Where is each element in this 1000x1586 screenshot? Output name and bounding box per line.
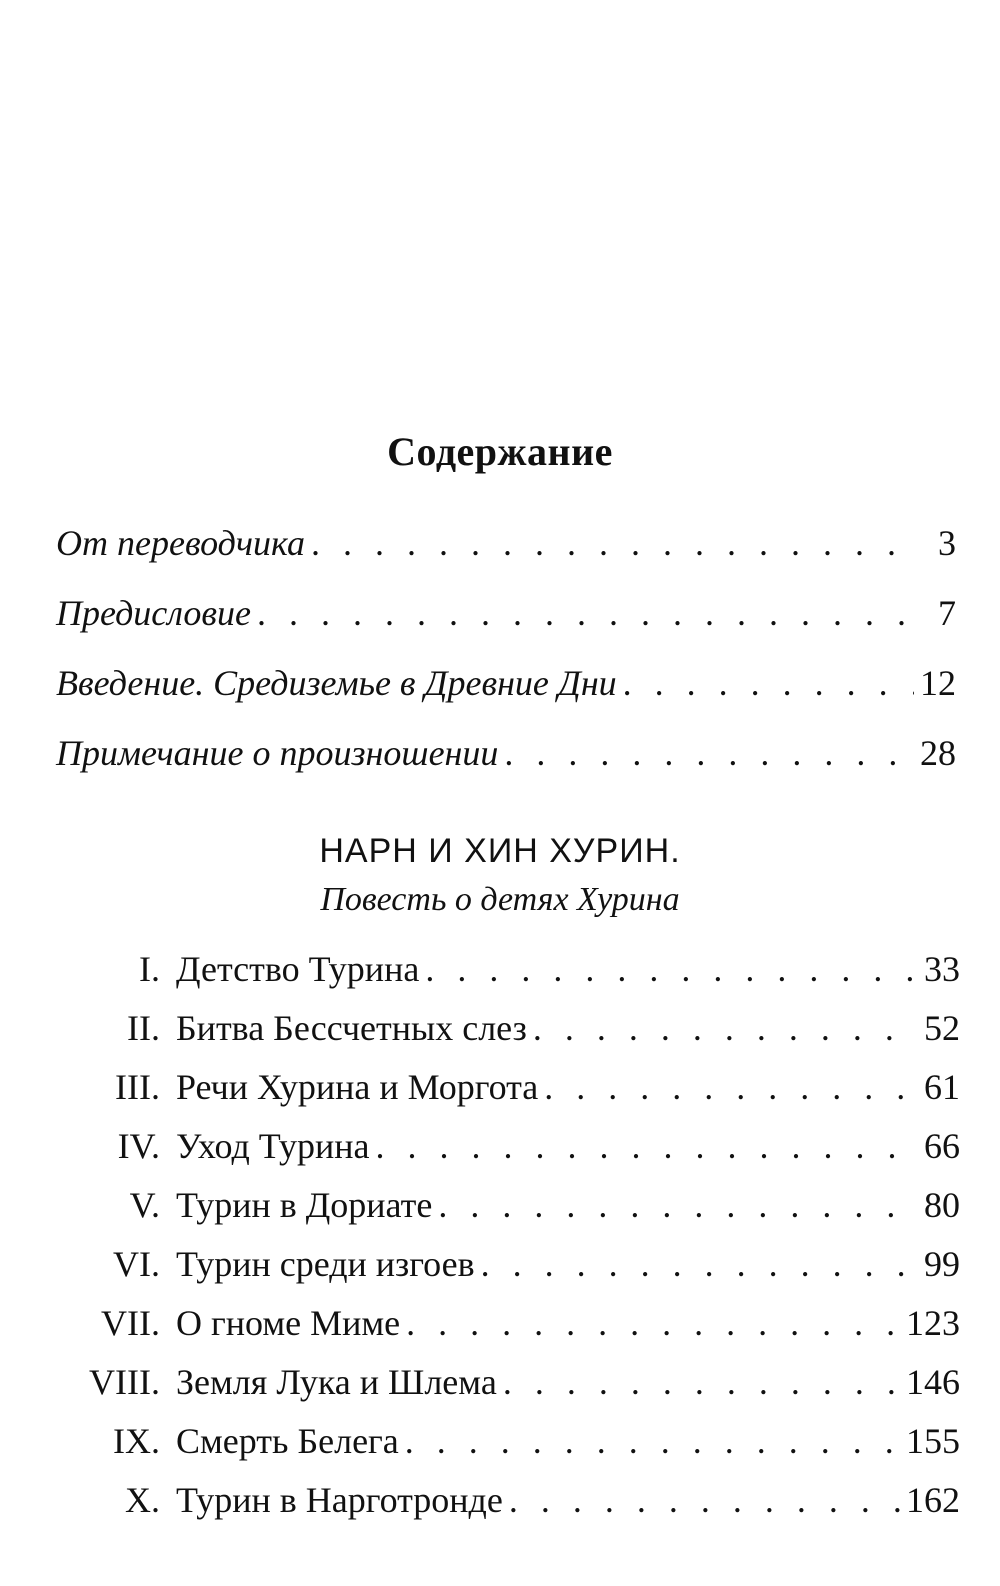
- chapter-title: О гноме Миме: [176, 1303, 401, 1343]
- chapter-number: VII.: [101, 1303, 160, 1343]
- chapter-page-number: 146: [906, 1362, 960, 1402]
- toc-entry-preface: [56, 588, 956, 638]
- chapter-title: Турин в Дориате: [176, 1185, 433, 1225]
- chapter-number: III.: [115, 1067, 160, 1107]
- chapter-number: VI.: [113, 1244, 160, 1284]
- toc-chapter-row: [80, 1180, 960, 1230]
- toc-heading: Содержание: [387, 429, 613, 474]
- chapter-page-number: 61: [924, 1067, 960, 1107]
- dot-leader: [405, 1416, 900, 1466]
- chapter-page-number: 162: [906, 1480, 960, 1520]
- entry-title: От переводчика: [56, 523, 305, 563]
- dot-leader: [376, 1121, 919, 1171]
- chapter-title: Турин в Нарготронде: [176, 1480, 503, 1520]
- toc-chapter-row: [80, 1298, 960, 1348]
- part-subtitle: Повесть о детях Хурина: [320, 881, 680, 918]
- chapter-number: VIII.: [89, 1362, 160, 1402]
- entry-page-number: 3: [938, 523, 956, 563]
- chapter-number: IV.: [117, 1126, 160, 1166]
- chapter-title: Уход Турина: [176, 1126, 370, 1166]
- chapter-number: V.: [129, 1185, 160, 1225]
- entry-page-number: 12: [920, 663, 956, 703]
- dot-leader: [425, 944, 918, 994]
- toc-chapter-row: [80, 1416, 960, 1466]
- chapter-number: X.: [125, 1480, 160, 1520]
- toc-chapter-row: [80, 1475, 960, 1525]
- chapter-page-number: 33: [924, 949, 960, 989]
- chapter-page-number: 66: [924, 1126, 960, 1166]
- dot-leader: [481, 1239, 918, 1289]
- chapter-page-number: 52: [924, 1008, 960, 1048]
- dot-leader: [438, 1180, 918, 1230]
- toc-chapter-row: [80, 1003, 960, 1053]
- dot-leader: [509, 1475, 900, 1525]
- entry-title: Предисловие: [56, 593, 252, 633]
- part-title: НАРН И ХИН ХУРИН.: [319, 832, 681, 870]
- dot-leader: [257, 588, 920, 638]
- toc-chapter-row: [80, 944, 960, 994]
- toc-chapter-row: [80, 1239, 960, 1289]
- entry-page-number: 28: [920, 733, 956, 773]
- dot-leader: [311, 518, 920, 568]
- dot-leader: [533, 1003, 918, 1053]
- dot-leader: [623, 658, 914, 708]
- dot-leader: [503, 1357, 900, 1407]
- dot-leader: [544, 1062, 918, 1112]
- chapter-title: Земля Лука и Шлема: [176, 1362, 497, 1402]
- chapter-title: Детство Турина: [176, 949, 420, 989]
- chapter-number: I.: [139, 949, 160, 989]
- dot-leader: [406, 1298, 900, 1348]
- toc-chapter-row: [80, 1062, 960, 1112]
- chapter-page-number: 155: [906, 1421, 960, 1461]
- chapter-number: IX.: [113, 1421, 160, 1461]
- entry-title: Введение. Средиземье в Древние Дни: [56, 663, 617, 703]
- chapter-number: II.: [127, 1008, 160, 1048]
- entry-title: Примечание о произношении: [56, 733, 499, 773]
- chapter-page-number: 123: [906, 1303, 960, 1343]
- chapter-title: Речи Хурина и Моргота: [176, 1067, 539, 1107]
- toc-chapter-row: [80, 1121, 960, 1171]
- toc-chapter-row: [80, 1357, 960, 1407]
- toc-entry-pronunciation: [56, 728, 956, 778]
- chapter-title: Битва Бессчетных слез: [176, 1008, 527, 1048]
- toc-entry-introduction: [56, 658, 956, 708]
- chapter-page-number: 99: [924, 1244, 960, 1284]
- entry-page-number: 7: [938, 593, 956, 633]
- chapter-page-number: 80: [924, 1185, 960, 1225]
- chapter-title: Турин среди изгоев: [176, 1244, 475, 1284]
- toc-entry-translator-note: [56, 518, 956, 568]
- dot-leader: [504, 728, 914, 778]
- chapter-title: Смерть Белега: [176, 1421, 399, 1461]
